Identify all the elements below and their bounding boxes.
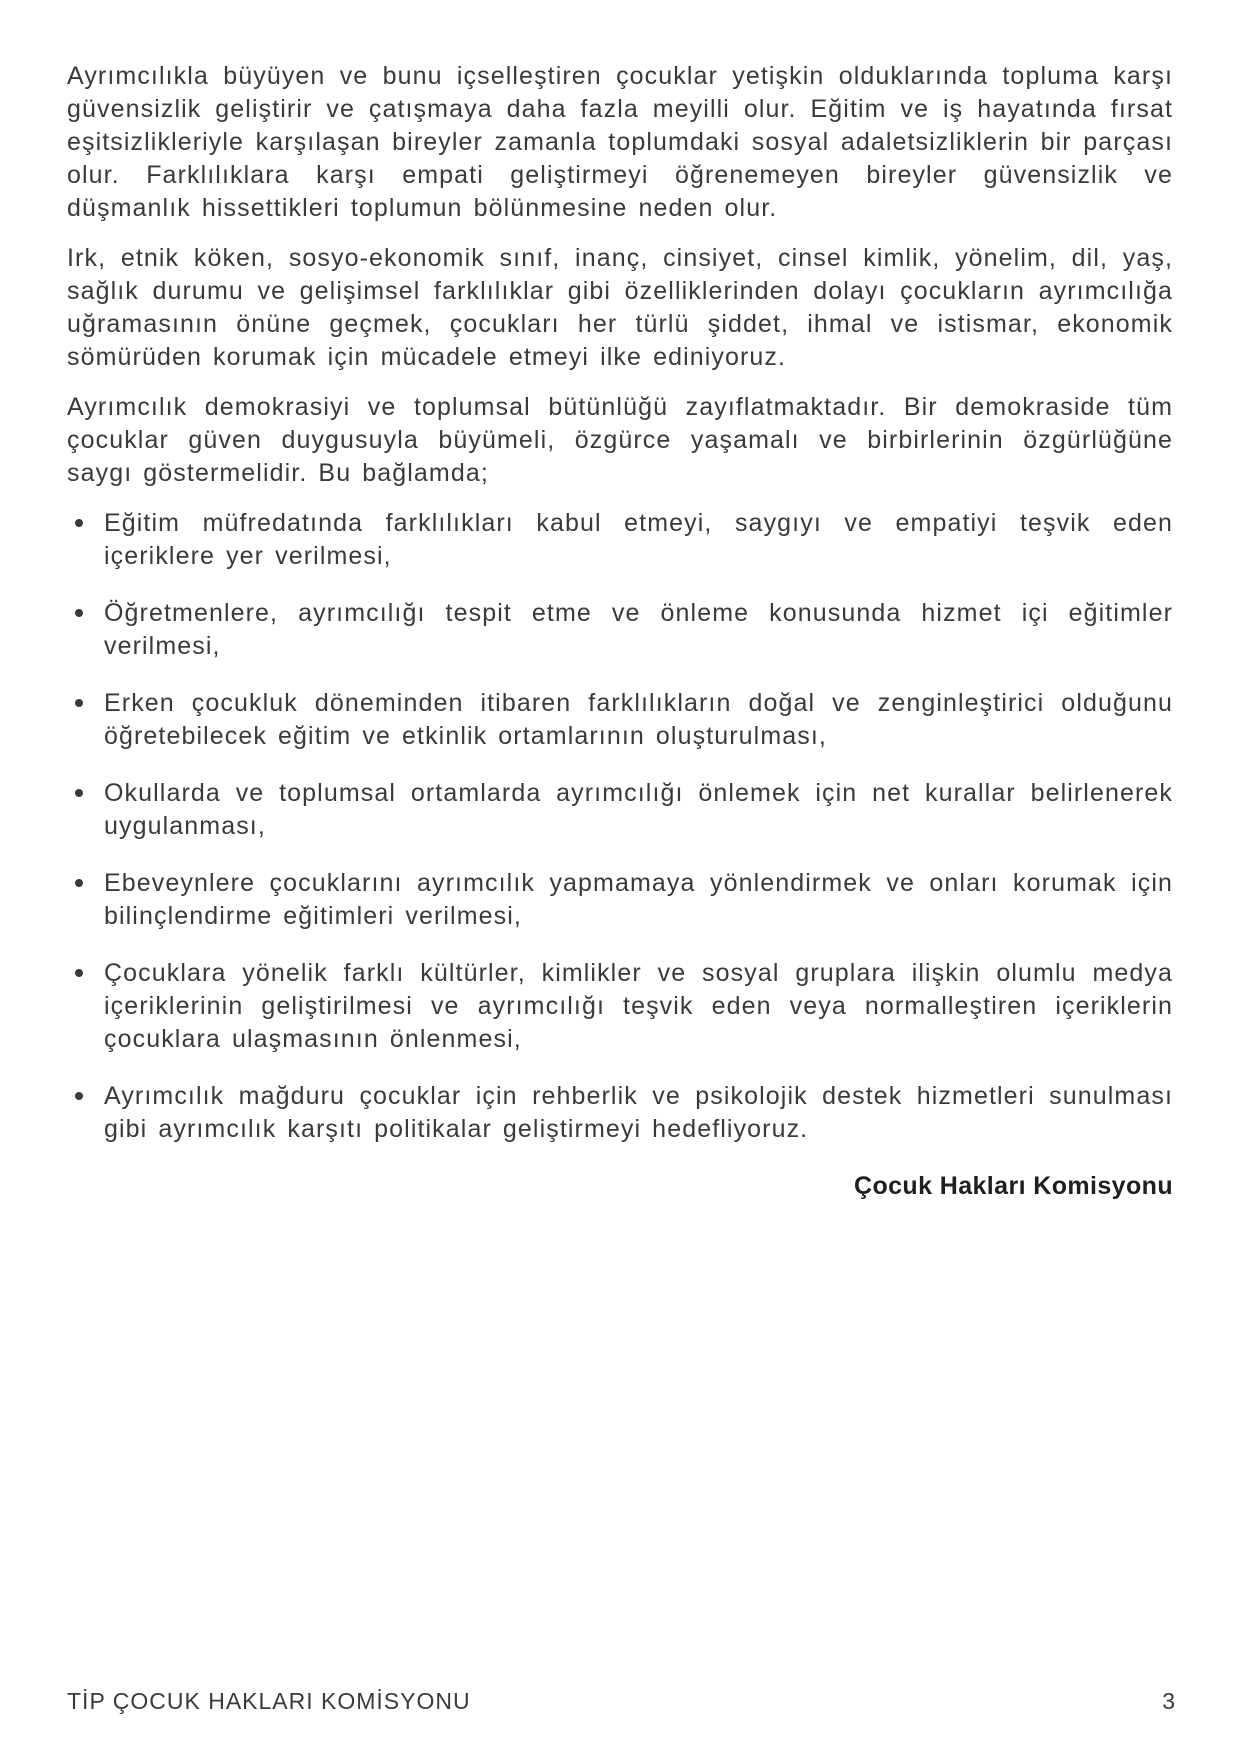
- bullet-dot-icon: [75, 789, 83, 797]
- bullet-dot-icon: [75, 609, 83, 617]
- page-body: [67, 60, 1173, 1203]
- bullet-item-text: Çocuklara yönelik farklı kültürler, kimlikler ve sosyal gruplara ilişkin olumlu medya içeriklerinin geliştirilmesi ve ayrımcılığı teşvik eden veya normalleştiren içeriklerin çocuklara ulaşmasının önlenmesi,: [104, 959, 1173, 1053]
- body-paragraph: Ayrımcılıkla büyüyen ve bunu içselleştiren çocuklar yetişkin olduklarında topluma karşı güvensizlik geliştirir ve çatışmaya daha fazla meyilli olur. Eğitim ve iş hayatında fırsat eşitsizlikleriyle karşılaşan bireyler zamanla toplumdaki sosyal adaletsizliklerin bir parçası olur. Farklılıklara karşı empati geliştirmeyi öğrenemeyen bireyler güvensizlik ve düşmanlık hissettikleri toplumun bölünmesine neden olur.: [67, 62, 1173, 222]
- bullet-item: [67, 687, 1173, 753]
- bullet-list: [67, 507, 1173, 1146]
- bullet-item: [67, 957, 1173, 1056]
- bullet-dot-icon: [75, 699, 83, 707]
- bullet-dot-icon: [75, 879, 83, 887]
- bullet-item-text: Ebeveynlere çocuklarını ayrımcılık yapmamaya yönlendirmek ve onları korumak için bilinçlendirme eğitimleri verilmesi,: [104, 869, 1173, 930]
- bullet-dot-icon: [75, 969, 83, 977]
- page-footer: [67, 1688, 1175, 1714]
- bullet-item: [67, 507, 1173, 573]
- bullet-dot-icon: [75, 519, 83, 527]
- signature-line: Çocuk Hakları Komisyonu: [853, 1172, 1173, 1200]
- bullet-item: [67, 777, 1173, 843]
- bullet-item-text: Ayrımcılık mağduru çocuklar için rehberlik ve psikolojik destek hizmetleri sunulması gibi ayrımcılık karşıtı politikalar geliştirmeyi hedefliyoruz.: [104, 1082, 1173, 1143]
- bullet-item-text: Okullarda ve toplumsal ortamlarda ayrımcılığı önlemek için net kurallar belirlenerek uygulanması,: [104, 779, 1173, 840]
- bullet-item-text: Eğitim müfredatında farklılıkları kabul etmeyi, saygıyı ve empatiyi teşvik eden içeriklere yer verilmesi,: [104, 509, 1173, 570]
- bullet-item: [67, 867, 1173, 933]
- footer-page-number: 3: [1162, 1688, 1175, 1714]
- footer-committee-name: TİP ÇOCUK HAKLARI KOMİSYONU: [67, 1688, 471, 1714]
- bullet-item-text: Öğretmenlere, ayrımcılığı tespit etme ve önleme konusunda hizmet içi eğitimler verilmesi,: [104, 599, 1173, 660]
- body-paragraph: Ayrımcılık demokrasiyi ve toplumsal bütünlüğü zayıflatmaktadır. Bir demokraside tüm çocuklar güven duygusuyla büyümeli, özgürce yaşamalı ve birbirlerinin özgürlüğüne saygı göstermelidir. Bu bağlamda;: [67, 393, 1173, 487]
- bullet-dot-icon: [75, 1092, 83, 1100]
- body-paragraph: Irk, etnik köken, sosyo-ekonomik sınıf, inanç, cinsiyet, cinsel kimlik, yönelim, dil, yaş, sağlık durumu ve gelişimsel farklılıklar gibi özelliklerinden dolayı çocukların ayrımcılığa uğramasının önüne geçmek, çocukları her türlü şiddet, ihmal ve istismar, ekonomik sömürüden korumak için mücadele etmeyi ilke ediniyoruz.: [67, 244, 1173, 371]
- bullet-item-text: Erken çocukluk döneminden itibaren farklılıkların doğal ve zenginleştirici olduğunu öğretebilecek eğitim ve etkinlik ortamlarının oluşturulması,: [104, 689, 1173, 750]
- bullet-item: [67, 597, 1173, 663]
- bullet-item: [67, 1080, 1173, 1146]
